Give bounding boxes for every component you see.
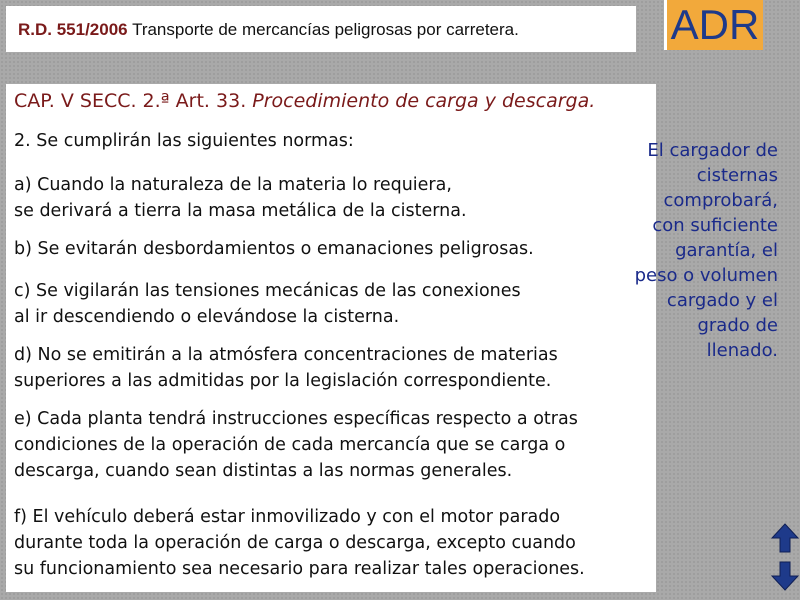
item-c xyxy=(14,278,521,330)
item-f xyxy=(14,504,585,582)
sidebar-note-line: con suficiente xyxy=(652,215,778,236)
sidebar-note-line: grado de xyxy=(697,315,778,336)
down-arrow-icon[interactable] xyxy=(770,560,800,592)
sidebar-note-line: cisternas xyxy=(696,165,778,186)
item-d-line2: superiores a las admitidas por la legislación correspondiente. xyxy=(14,371,552,391)
item-c-line1: c) Se vigilarán las tensiones mecánicas de las conexiones xyxy=(14,281,521,301)
item-b-line1: b) Se evitarán desbordamientos o emanaciones peligrosas. xyxy=(14,239,534,259)
navigation-arrows xyxy=(770,522,800,592)
item-e-line2: condiciones de la operación de cada mercancía que se carga o xyxy=(14,435,566,455)
regulation-subject: Transporte de mercancías peligrosas por carretera. xyxy=(132,20,519,39)
item-f-line2: durante toda la operación de carga o descarga, excepto cuando xyxy=(14,533,576,553)
item-c-line2: al ir descendiendo o elevándose la cisterna. xyxy=(14,307,400,327)
item-a-line2: se derivará a tierra la masa metálica de la cisterna. xyxy=(14,201,467,221)
sidebar-note-line: El cargador de xyxy=(647,140,778,161)
intro-text: 2. Se cumplirán las siguientes normas: xyxy=(14,131,354,151)
item-e-line1: e) Cada planta tendrá instrucciones específicas respecto a otras xyxy=(14,409,578,429)
header-title xyxy=(18,20,519,40)
item-b xyxy=(14,236,534,262)
adr-logo-text: ADR xyxy=(670,1,760,48)
sidebar-note xyxy=(610,138,778,363)
up-arrow-icon[interactable] xyxy=(770,522,800,554)
item-d-line1: d) No se emitirán a la atmósfera concentraciones de materias xyxy=(14,345,558,365)
sidebar-note-line: cargado y el xyxy=(666,290,778,311)
regulation-code: R.D. 551/2006 xyxy=(18,20,128,39)
item-e-line3: descarga, cuando sean distintas a las normas generales. xyxy=(14,461,513,481)
sidebar-note-line: garantía, el xyxy=(675,240,778,261)
article-title: Procedimiento de carga y descarga. xyxy=(252,90,596,112)
sidebar-note-line: peso o volumen xyxy=(634,265,778,286)
article-heading xyxy=(14,90,595,112)
item-a-line1: a) Cuando la naturaleza de la materia lo requiera, xyxy=(14,175,452,195)
sidebar-note-line: llenado. xyxy=(706,340,778,361)
item-d xyxy=(14,342,558,394)
header-bar xyxy=(6,6,636,52)
item-f-line3: su funcionamiento sea necesario para realizar tales operaciones. xyxy=(14,559,585,579)
adr-logo xyxy=(664,0,763,50)
sidebar-note-line: comprobará, xyxy=(663,190,778,211)
article-reference: CAP. V SECC. 2.ª Art. 33. xyxy=(14,90,247,112)
content-panel xyxy=(6,84,656,592)
item-a xyxy=(14,172,467,224)
item-e xyxy=(14,406,578,484)
item-f-line1: f) El vehículo deberá estar inmovilizado y con el motor parado xyxy=(14,507,561,527)
